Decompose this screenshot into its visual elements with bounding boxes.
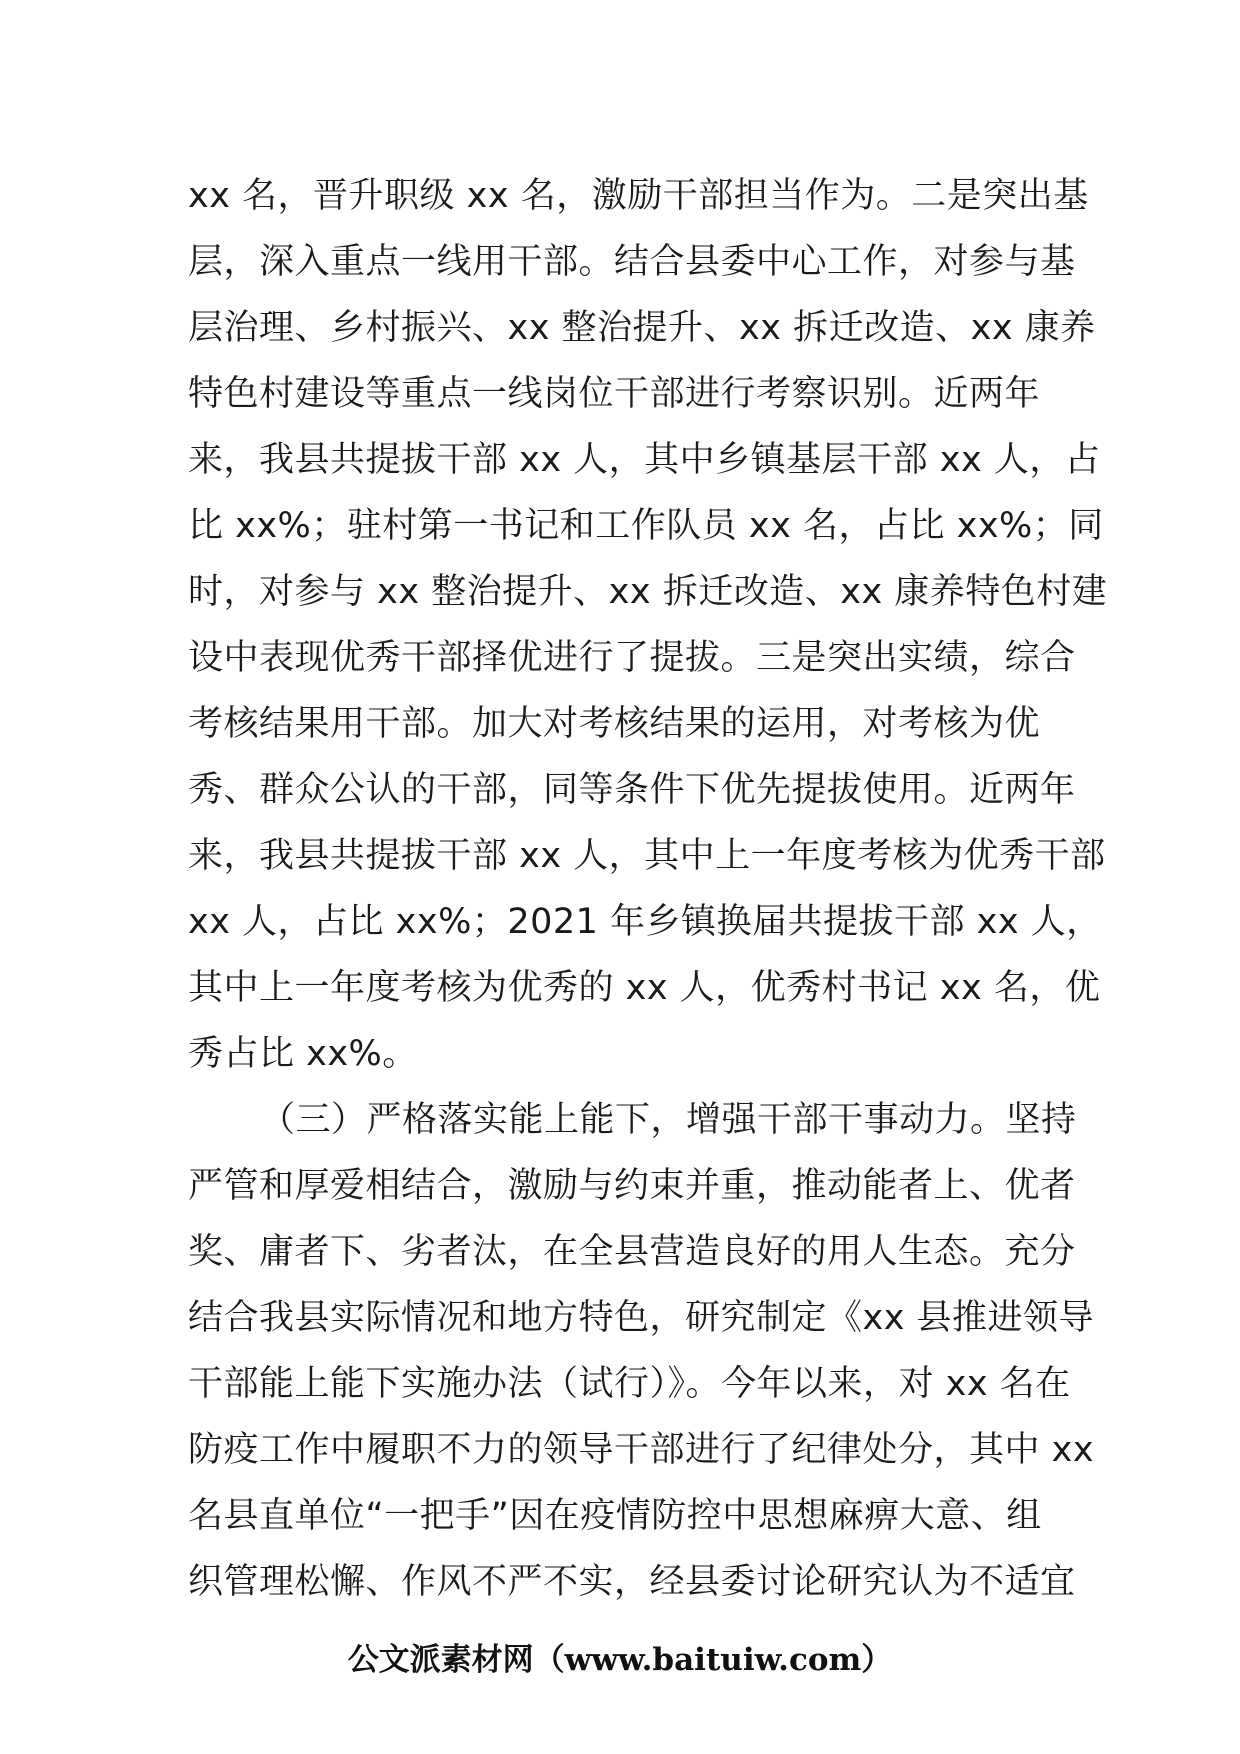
text-line: 其中上一年度考核为优秀的 xx 人，优秀村书记 xx 名，优 xyxy=(188,968,1101,1008)
document-body xyxy=(188,163,1108,1615)
text-line: 特色村建设等重点一线岗位干部进行考察识别。近两年 xyxy=(188,374,1041,414)
text-line: 时，对参与 xx 整治提升、xx 拆迁改造、xx 康养特色村建 xyxy=(188,572,1108,612)
text-line: 比 xx%；驻村第一书记和工作队员 xx 名，占比 xx%；同 xyxy=(188,506,1104,546)
text-line: 奖、庸者下、劣者汰，在全县营造良好的用人生态。充分 xyxy=(188,1232,1076,1272)
text-line: xx 人，占比 xx%；2021 年乡镇换届共提拔干部 xx 人， xyxy=(188,902,1102,942)
text-line: 防疫工作中履职不力的领导干部进行了纪律处分，其中 xx xyxy=(188,1430,1095,1470)
text-line: 干部能上能下实施办法（试行）》。今年以来，对 xx 名在 xyxy=(188,1364,1071,1404)
text-line: 设中表现优秀干部择优进行了提拔。三是突出实绩，综合 xyxy=(188,638,1076,678)
text-line: 秀、群众公认的干部，同等条件下优先提拔使用。近两年 xyxy=(188,770,1076,810)
text-line: 结合我县实际情况和地方特色，研究制定《xx 县推进领导 xyxy=(188,1298,1095,1338)
text-line: 名县直单位“一把手”因在疫情防控中思想麻痹大意、组 xyxy=(188,1496,1042,1536)
text-line: 织管理松懈、作风不严不实，经县委讨论研究认为不适宜 xyxy=(188,1562,1076,1602)
text-line: 来，我县共提拔干部 xx 人，其中上一年度考核为优秀干部 xyxy=(188,836,1106,876)
text-line: xx 名，晋升职级 xx 名，激励干部担当作为。二是突出基 xyxy=(188,176,1089,216)
footer-watermark: 公文派素材网（www.baituiw.com） xyxy=(347,1642,893,1678)
text-line: 秀占比 xx%。 xyxy=(188,1034,418,1074)
text-line: 考核结果用干部。加大对考核结果的运用，对考核为优 xyxy=(188,704,1041,744)
text-line: 来，我县共提拔干部 xx 人，其中乡镇基层干部 xx 人，占 xyxy=(188,440,1101,480)
section-heading-line: （三）严格落实能上能下，增强干部干事动力。坚持 xyxy=(260,1100,1077,1140)
text-line: 层治理、乡村振兴、xx 整治提升、xx 拆迁改造、xx 康养 xyxy=(188,308,1096,348)
text-line: 层，深入重点一线用干部。结合县委中心工作，对参与基 xyxy=(188,242,1076,282)
text-line: 严管和厚爱相结合，激励与约束并重，推动能者上、优者 xyxy=(188,1166,1076,1206)
